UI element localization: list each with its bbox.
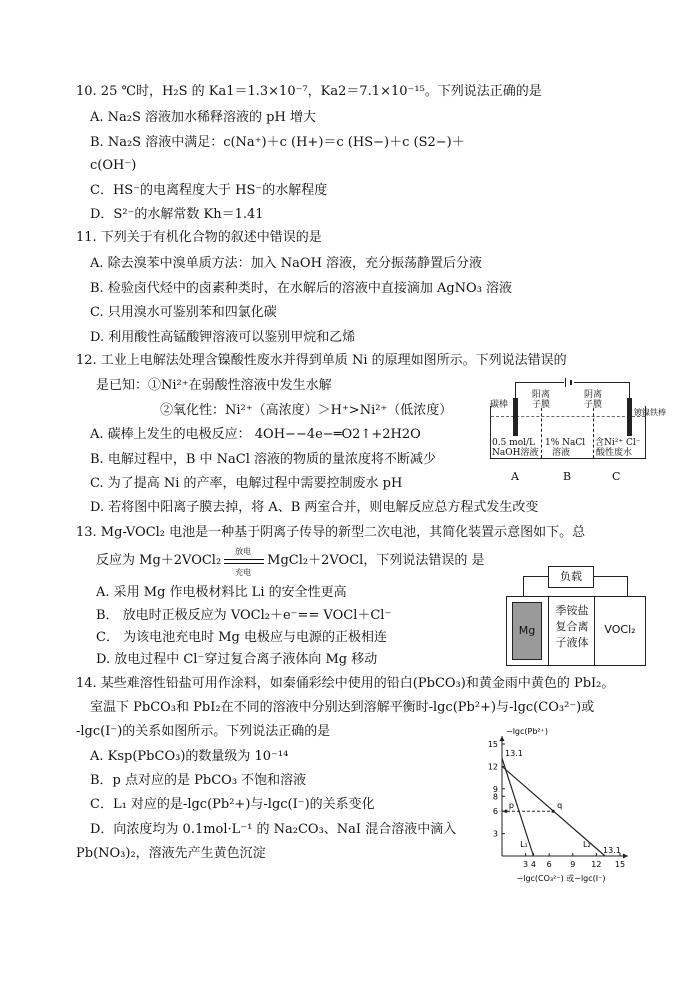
q13-option-d: D. 放电过程中 Cl⁻穿过复合离子液体向 Mg 移动 <box>96 652 378 667</box>
y-tick-label: 9 <box>492 784 498 794</box>
q13-option-b: B． 放电时正极反应为 VOCl₂＋e⁻== VOCl＋Cl⁻ <box>96 608 392 623</box>
solution-b-line-2: 溶液 <box>552 448 571 458</box>
q12-stem: 12. 工业上电解法处理含镍酸性废水并得到单质 Ni 的原理如图所示。下列说法错误的 <box>76 353 567 368</box>
battery-figure <box>506 566 646 666</box>
arrow-label-charge: 充电 <box>235 568 252 577</box>
x-axis-arrow-icon <box>623 854 628 859</box>
y-tick-label: 3 <box>492 829 498 839</box>
electrolyte-label-3: 子液体 <box>555 636 589 649</box>
q10-option-b-cont: c(OH⁻) <box>90 158 137 173</box>
x-axis-label: −lgc(CO₃²⁻) 或−lgc(I⁻) <box>516 874 606 883</box>
q10-option-d: D．S²⁻的水解常数 Kh＝1.41 <box>90 207 264 222</box>
annotation-0: 13.1 <box>505 749 523 759</box>
y-tick-label: 12 <box>487 762 498 772</box>
q14-option-a: A. Ksp(PbCO₃)的数量级为 10⁻¹⁴ <box>90 749 289 764</box>
x-tick-label: 4 <box>530 860 537 869</box>
wire-right <box>629 382 630 398</box>
q14-option-d-cont: Pb(NO₃)₂，溶液先产生黄色沉淀 <box>76 846 266 861</box>
load-label: 负载 <box>560 570 582 583</box>
arrow-forward-icon <box>224 559 264 560</box>
q13-option-a: A. 采用 Mg 作电极材料比 Li 的安全性更高 <box>96 585 347 600</box>
wire-left-horz <box>523 576 549 577</box>
x-tick-label: 6 <box>546 860 552 869</box>
q13-reaction-right: MgCl₂＋2VOCl，下列说法错误的 是 <box>267 553 485 568</box>
cation-membrane-label-2: 子膜 <box>532 400 551 410</box>
reversible-arrow <box>221 547 267 577</box>
q12-option-a: A. 碳棒上发生的电极反应： 4OH−−4e−═O2↑+2H2O <box>90 427 421 442</box>
arrow-label-discharge: 放电 <box>235 547 252 556</box>
q14-option-b: B．p 点对应的是 PbCO₃ 不饱和溶液 <box>90 773 307 788</box>
chamber-b-label: B <box>563 470 572 483</box>
y-tick-label: 6 <box>492 807 498 817</box>
membrane-line-left <box>548 597 549 665</box>
vocl2-label: VOCl₂ <box>604 623 636 636</box>
nickel-rod-label: 镀镍铁棒 <box>634 408 666 417</box>
arrow-backward-icon <box>224 563 264 564</box>
y-axis-label: −lgc(Pb²⁺) <box>506 727 548 736</box>
cation-membrane <box>541 408 542 458</box>
q12-option-b: B. 电解过程中，B 中 NaCl 溶液的物质的量浓度将不断减少 <box>90 452 436 467</box>
anion-membrane-label-2: 子膜 <box>584 400 603 410</box>
q13-reaction-left: 反应为 Mg＋2VOCl₂ <box>96 553 222 568</box>
series-label-l2: L₂ <box>583 840 591 850</box>
wire-right-horz <box>593 576 627 577</box>
q11-stem: 11. 下列关于有机化合物的叙述中错误的是 <box>76 230 322 245</box>
solution-c-line-1: 含Ni²⁺ Cl⁻ <box>595 438 641 448</box>
mg-label: Mg <box>518 624 536 637</box>
electrolyte-label-2: 复合离 <box>555 620 589 633</box>
q12-given-2: ②氧化性：Ni²⁺（高浓度）＞H⁺>Ni²⁺（低浓度） <box>160 403 453 418</box>
x-tick-label: 12 <box>591 860 602 869</box>
solution-b-line-1: 1% NaCl <box>545 438 586 448</box>
q14-option-c: C．L₁ 对应的是-lgc(Pb²+)与-lgc(I⁻)的关系变化 <box>90 797 375 812</box>
annotation-2: p <box>508 801 515 811</box>
electrolysis-figure <box>488 378 666 486</box>
q11-option-c: C. 只用溴水可鉴别苯和四氯化碳 <box>90 305 277 320</box>
series-line-1 <box>502 758 533 856</box>
annotation-3: q <box>557 801 563 811</box>
q14-stem-2: 室温下 PbCO₃和 PbI₂在不同的溶液中分别达到溶解平衡时-lgc(Pb²+)与-lgc(CO₃²⁻)或 <box>90 700 595 715</box>
solution-a-line-1: 0.5 mol/L <box>492 438 536 448</box>
power-source-icon <box>564 378 574 387</box>
annotation-1: 13.1 <box>603 846 621 855</box>
q12-given-1: 是已知：①Ni²⁺在弱酸性溶液中发生水解 <box>96 378 332 393</box>
chamber-a-label: A <box>511 470 519 483</box>
q11-option-a: A. 除去溴苯中溴单质方法：加入 NaOH 溶液，充分振荡静置后分液 <box>90 256 483 271</box>
series-label-l1: L₁ <box>520 840 528 850</box>
q13-stem: 13. Mg-VOCl₂ 电池是一种基于阴离子传导的新型二次电池，其简化装置示意图如下。总 <box>76 525 586 540</box>
q14-stem: 14. 某些难溶性铅盐可用作涂料，如秦俑彩绘中使用的铅白(PbCO₃)和黄金雨中黄色的 PbI₂。 <box>76 676 615 691</box>
nickel-iron-rod <box>627 398 632 436</box>
point-q <box>552 810 555 813</box>
q13-option-c: C． 为该电池充电时 Mg 电极应与电源的正极相连 <box>96 630 387 645</box>
wire-right-vert <box>627 576 628 596</box>
electrolyte-label-1: 季铵盐 <box>555 604 589 617</box>
y-axis-arrow-icon <box>500 736 505 741</box>
point-p <box>504 810 507 813</box>
q12-option-c: C. 为了提高 Ni 的产率，电解过程中需要控制废水 pH <box>90 476 403 491</box>
chamber-c-label: C <box>612 470 621 483</box>
solution-a-line-2: NaOH溶液 <box>492 448 539 458</box>
anion-membrane <box>593 408 594 458</box>
membrane-line-right <box>594 597 595 665</box>
x-tick-label: 3 <box>523 860 529 869</box>
cation-membrane-label-1: 阳离 <box>532 390 551 400</box>
q14-option-d: D．向浓度均为 0.1mol·L⁻¹ 的 Na₂CO₃、NaI 混合溶液中滴入 <box>90 822 457 837</box>
q10-option-a: A. Na₂S 溶液加水稀释溶液的 pH 增大 <box>90 110 316 125</box>
q11-option-d: D. 利用酸性高锰酸钾溶液可以鉴别甲烷和乙烯 <box>90 330 356 345</box>
q13-reaction <box>96 547 485 577</box>
wire-left-vert <box>523 576 524 596</box>
carbon-rod <box>513 398 518 436</box>
y-tick-label: 8 <box>492 792 498 802</box>
x-tick-label: 15 <box>614 860 626 869</box>
q10-stem: 10. 25 ℃时，H₂S 的 Ka1＝1.3×10⁻⁷，Ka2＝7.1×10⁻¹⁵。下列说法正确的是 <box>76 84 542 99</box>
wire-left <box>515 382 516 398</box>
x-tick-label: 9 <box>570 860 576 869</box>
q10-option-c: C．HS⁻的电离程度大于 HS⁻的水解程度 <box>90 183 328 198</box>
q12-option-d: D. 若将图中阳离子膜去掉，将 A、B 两室合并，则电解反应总方程式发生改变 <box>90 500 539 515</box>
q10-option-b: B. Na₂S 溶液中满足：c(Na⁺)＋c (H+)＝c (HS−)＋c (S2−)＋ <box>90 135 465 150</box>
y-tick-label: 15 <box>487 740 498 749</box>
carbon-rod-label: 碳棒 <box>490 400 509 410</box>
solubility-chart <box>476 728 626 884</box>
anion-membrane-label-1: 阴离 <box>584 390 603 400</box>
q11-option-b: B. 检验卤代烃中的卤素种类时，在水解后的溶液中直接滴加 AgNO₃ 溶液 <box>90 281 513 296</box>
q14-stem-3: -lgc(I⁻)的关系如图所示。下列说法正确的是 <box>76 724 331 739</box>
solution-c-line-2: 酸性废水 <box>596 448 633 458</box>
